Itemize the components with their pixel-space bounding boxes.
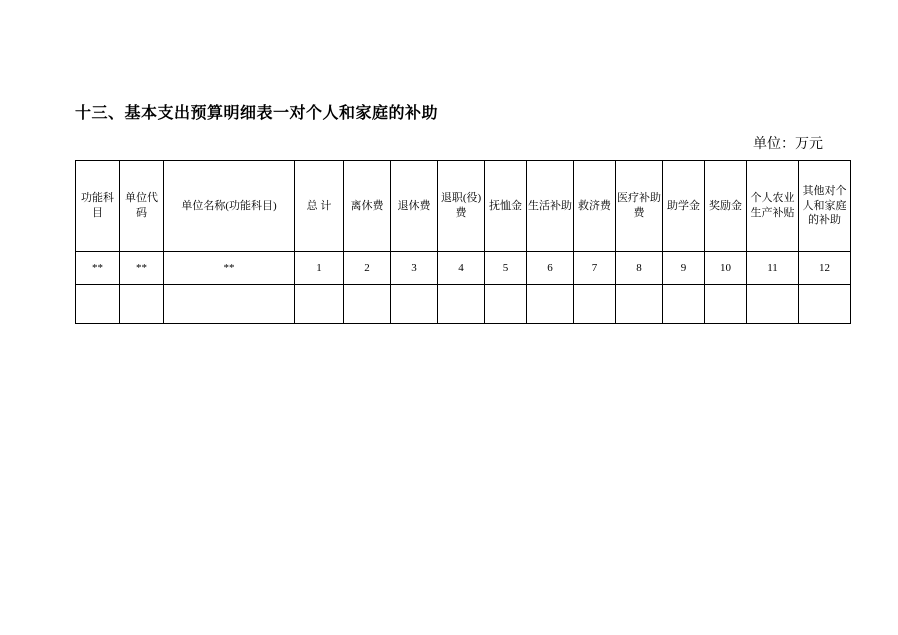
column-header-other-subsidy: 其他对个人和家庭的补助 [799,161,851,252]
table-cell [485,285,527,324]
column-header-resignation-fee: 退职(役)费 [438,161,485,252]
table-cell: 4 [438,252,485,285]
column-header-pension-fee: 退休费 [391,161,438,252]
column-header-unit-name: 单位名称(功能科目) [164,161,295,252]
table-row [76,252,851,285]
table-cell: 12 [799,252,851,285]
table-cell [164,285,295,324]
table-cell [344,285,391,324]
column-header-student-grant: 助学金 [663,161,705,252]
table-cell: ** [76,252,120,285]
column-header-retirement-fee: 离休费 [344,161,391,252]
table-cell: 8 [616,252,663,285]
table-cell: 1 [295,252,344,285]
table-cell [527,285,574,324]
table-cell [391,285,438,324]
table-cell: ** [120,252,164,285]
page-title: 十三、基本支出预算明细表一对个人和家庭的补助 [75,105,439,122]
budget-table [75,160,851,324]
table-cell [616,285,663,324]
table-cell: ** [164,252,295,285]
table-cell [438,285,485,324]
table-cell: 2 [344,252,391,285]
table-cell [799,285,851,324]
table-cell [747,285,799,324]
table-cell [295,285,344,324]
column-header-bonus: 奖励金 [705,161,747,252]
column-header-total: 总 计 [295,161,344,252]
column-header-living-allowance: 生活补助 [527,161,574,252]
column-header-unit-code: 单位代码 [120,161,164,252]
table-cell: 11 [747,252,799,285]
table-cell: 3 [391,252,438,285]
column-header-medical-subsidy: 医疗补助费 [616,161,663,252]
table-cell: 6 [527,252,574,285]
table-cell [705,285,747,324]
table-cell: 7 [574,252,616,285]
unit-note: 单位：万元 [753,137,823,152]
table-cell [574,285,616,324]
column-header-agricultural-subsidy: 个人农业生产补贴 [747,161,799,252]
column-header-function-subject: 功能科目 [76,161,120,252]
column-header-comfort-fund: 抚恤金 [485,161,527,252]
table-row [76,285,851,324]
table-header-row [76,161,851,252]
table-cell: 5 [485,252,527,285]
table-cell [76,285,120,324]
table-cell [120,285,164,324]
table-cell: 10 [705,252,747,285]
table-cell [663,285,705,324]
column-header-relief-fee: 救济费 [574,161,616,252]
table-cell: 9 [663,252,705,285]
